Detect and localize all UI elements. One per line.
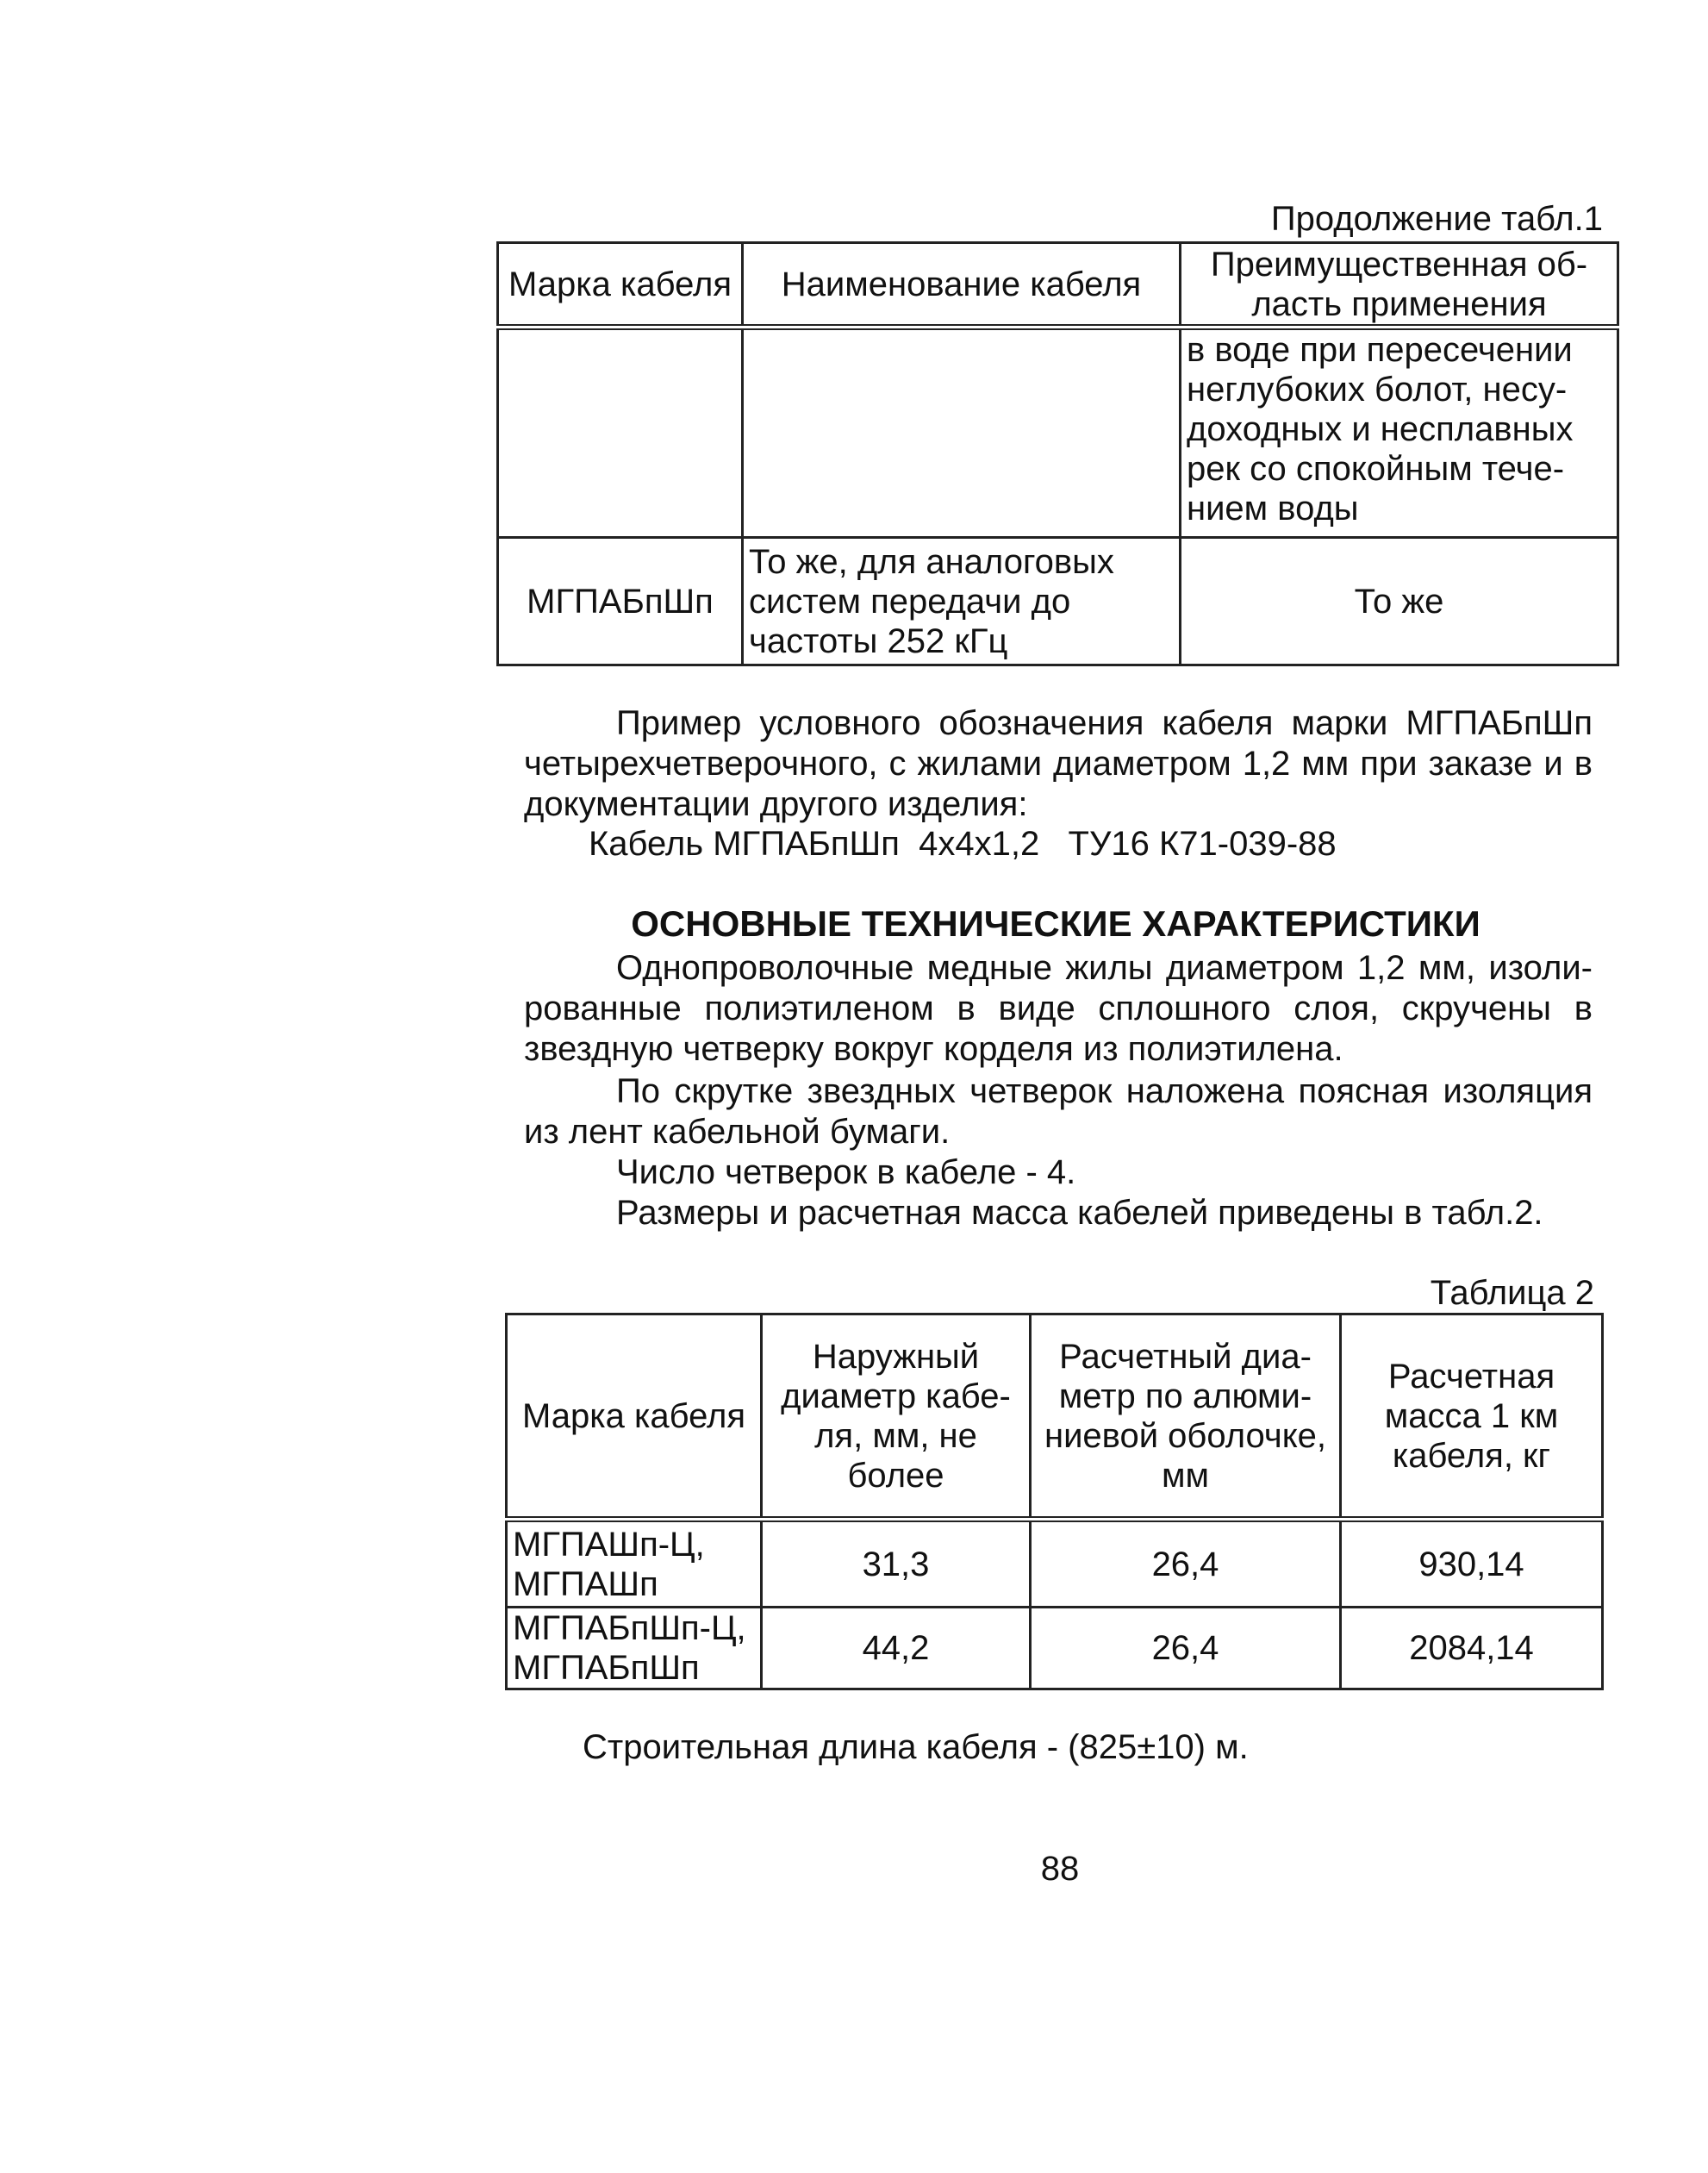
- table-row: [507, 1520, 1603, 1608]
- table2-caption: Таблица 2: [1430, 1274, 1594, 1312]
- table2-header-cell: Наружный диаметр кабе-ля, мм, не более: [762, 1314, 1031, 1520]
- example-designation: Кабель МГПАБпШп 4х4х1,2 ТУ16 К71-039-88: [589, 825, 1337, 863]
- table1-cell: То же: [1181, 538, 1618, 665]
- table2-header-cell: Расчетный диа-метр по алюми-ниевой оболочке, мм: [1031, 1314, 1341, 1520]
- table2-header-cell: Расчетная масса 1 км кабеля, кг: [1341, 1314, 1603, 1520]
- table2-header-row: [507, 1314, 1603, 1520]
- table2-cell: МГПАБпШп-Ц, МГПАБпШп: [507, 1608, 762, 1689]
- table2-cell: 2084,14: [1341, 1608, 1603, 1689]
- page-number: 88: [1040, 1850, 1080, 1888]
- table1-cell: МГПАБпШп: [498, 538, 743, 665]
- table2-cell: 44,2: [762, 1608, 1031, 1689]
- table2-cell: 930,14: [1341, 1520, 1603, 1608]
- table2: [505, 1313, 1604, 1690]
- table-row: [498, 538, 1618, 665]
- table2-cell: 26,4: [1031, 1608, 1341, 1689]
- table1-caption: Продолжение табл.1: [1270, 200, 1603, 238]
- table1-cell: [498, 328, 743, 538]
- table1-header-row: [498, 243, 1618, 328]
- section-paragraph: По скрутке звездных четверок наложена поясная изоляция из лент кабельной бумаги.: [524, 1072, 1593, 1151]
- table1: [496, 241, 1619, 666]
- table2-cell: 26,4: [1031, 1520, 1341, 1608]
- example-paragraph: Пример условного обозначения кабеля марки МГПАБпШп четырехчетверочного, с жилами диаметром 1,2 мм при заказе и в документации другого изделия:: [524, 704, 1593, 823]
- table1-header-cell: Наименование кабеля: [743, 243, 1181, 328]
- section-paragraph: Однопроволочные медные жилы диаметром 1,2 мм, изоли-рованные полиэтиленом в виде сплошного слоя, скручены в звездную четверку вокруг корделя из полиэтилена.: [524, 949, 1593, 1068]
- section-paragraph: Размеры и расчетная масса кабелей приведены в табл.2.: [616, 1194, 1543, 1232]
- table1-header-cell: Преимущественная об-ласть применения: [1181, 243, 1618, 328]
- table2-cell: МГПАШп-Ц, МГПАШп: [507, 1520, 762, 1608]
- section-heading: ОСНОВНЫЕ ТЕХНИЧЕСКИЕ ХАРАКТЕРИСТИКИ: [631, 903, 1480, 944]
- table1-cell: [743, 328, 1181, 538]
- table-row: [498, 328, 1618, 538]
- table2-header-cell: Марка кабеля: [507, 1314, 762, 1520]
- section-paragraph: Число четверок в кабеле - 4.: [616, 1153, 1076, 1191]
- table2-cell: 31,3: [762, 1520, 1031, 1608]
- table1-header-cell: Марка кабеля: [498, 243, 743, 328]
- table-row: [507, 1608, 1603, 1689]
- table1-cell: То же, для аналоговых систем передачи до частоты 252 кГц: [743, 538, 1181, 665]
- table1-cell: в воде при пересечении неглубоких болот, несу-доходных и несплавных рек со спокойным тече-нием воды: [1181, 328, 1618, 538]
- cable-length-text: Строительная длина кабеля - (825±10) м.: [583, 1728, 1249, 1766]
